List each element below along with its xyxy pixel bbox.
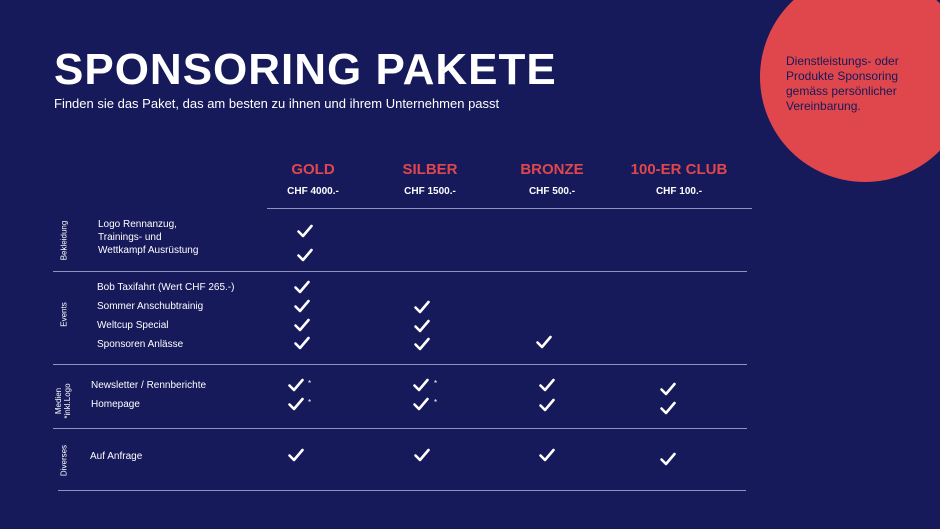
page-title: SPONSORING PAKETE xyxy=(54,45,557,94)
check-icon xyxy=(659,380,677,398)
row-label-newsletter: Newsletter / Rennberichte xyxy=(91,380,207,391)
package-price: CHF 500.- xyxy=(528,186,576,197)
check-icon xyxy=(659,399,677,417)
package-price: CHF 4000.- xyxy=(287,186,339,197)
section-label-events: Events xyxy=(59,302,69,327)
check-icon xyxy=(538,376,556,394)
section-label-diverses: Diverses xyxy=(59,444,69,477)
asterisk-note: * xyxy=(434,379,438,388)
check-icon xyxy=(413,317,431,335)
asterisk-note: * xyxy=(434,398,438,407)
section-divider xyxy=(58,490,746,491)
section-divider xyxy=(53,364,747,365)
check-icon xyxy=(535,333,553,351)
check-icon xyxy=(412,376,430,394)
section-label-line: *inkl.Logo xyxy=(63,383,72,419)
row-label-homepage: Homepage xyxy=(91,399,140,410)
check-icon xyxy=(412,395,430,413)
check-icon xyxy=(293,278,311,296)
asterisk-note: * xyxy=(308,398,312,407)
check-icon xyxy=(296,246,314,264)
check-icon xyxy=(287,376,305,394)
circle-note: Dienstleistungs- oder Produkte Sponsoring gemäss persönlicher Vereinbarung. xyxy=(786,54,899,113)
check-icon xyxy=(287,446,305,464)
section-divider xyxy=(53,428,747,429)
check-icon xyxy=(293,297,311,315)
row-label-logo-rennanzug xyxy=(98,218,198,257)
section-label-line: Medien xyxy=(54,387,63,415)
row-label-bob-taxifahrt: Bob Taxifahrt (Wert CHF 265.-) xyxy=(97,282,235,293)
package-name: BRONZE xyxy=(520,161,584,178)
check-icon xyxy=(538,446,556,464)
package-price: CHF 1500.- xyxy=(404,186,456,197)
row-label-weltcup-special: Weltcup Special xyxy=(97,320,169,331)
check-icon xyxy=(293,334,311,352)
asterisk-note: * xyxy=(308,379,312,388)
header-divider xyxy=(267,208,752,209)
package-name: GOLD xyxy=(291,161,335,178)
check-icon xyxy=(413,298,431,316)
check-icon xyxy=(538,396,556,414)
row-label-auf-anfrage: Auf Anfrage xyxy=(90,451,143,462)
row-label-sommer-anschubtrainig: Sommer Anschubtrainig xyxy=(97,301,204,312)
check-icon xyxy=(296,222,314,240)
section-divider xyxy=(53,271,747,272)
package-silber-header xyxy=(360,161,500,198)
check-icon xyxy=(293,316,311,334)
section-label-bekleidung: Bekleidung xyxy=(59,220,69,261)
package-100er-club-header xyxy=(609,161,749,198)
package-price: CHF 100.- xyxy=(655,186,703,197)
check-icon xyxy=(659,450,677,468)
row-label-line: Wettkampf Ausrüstung xyxy=(98,245,199,256)
check-icon xyxy=(287,395,305,413)
package-name: SILBER xyxy=(402,161,458,178)
check-icon xyxy=(413,335,431,353)
row-label-sponsoren-anlaesse: Sponsoren Anlässe xyxy=(97,339,184,350)
package-name: 100-ER CLUB xyxy=(630,161,728,178)
check-icon xyxy=(413,446,431,464)
package-bronze-header xyxy=(482,161,622,198)
row-label-line: Logo Rennanzug, xyxy=(98,219,177,230)
page-subtitle: Finden sie das Paket, das am besten zu ihnen und ihrem Unternehmen passt xyxy=(54,96,500,111)
row-label-line: Trainings- und xyxy=(98,232,162,243)
